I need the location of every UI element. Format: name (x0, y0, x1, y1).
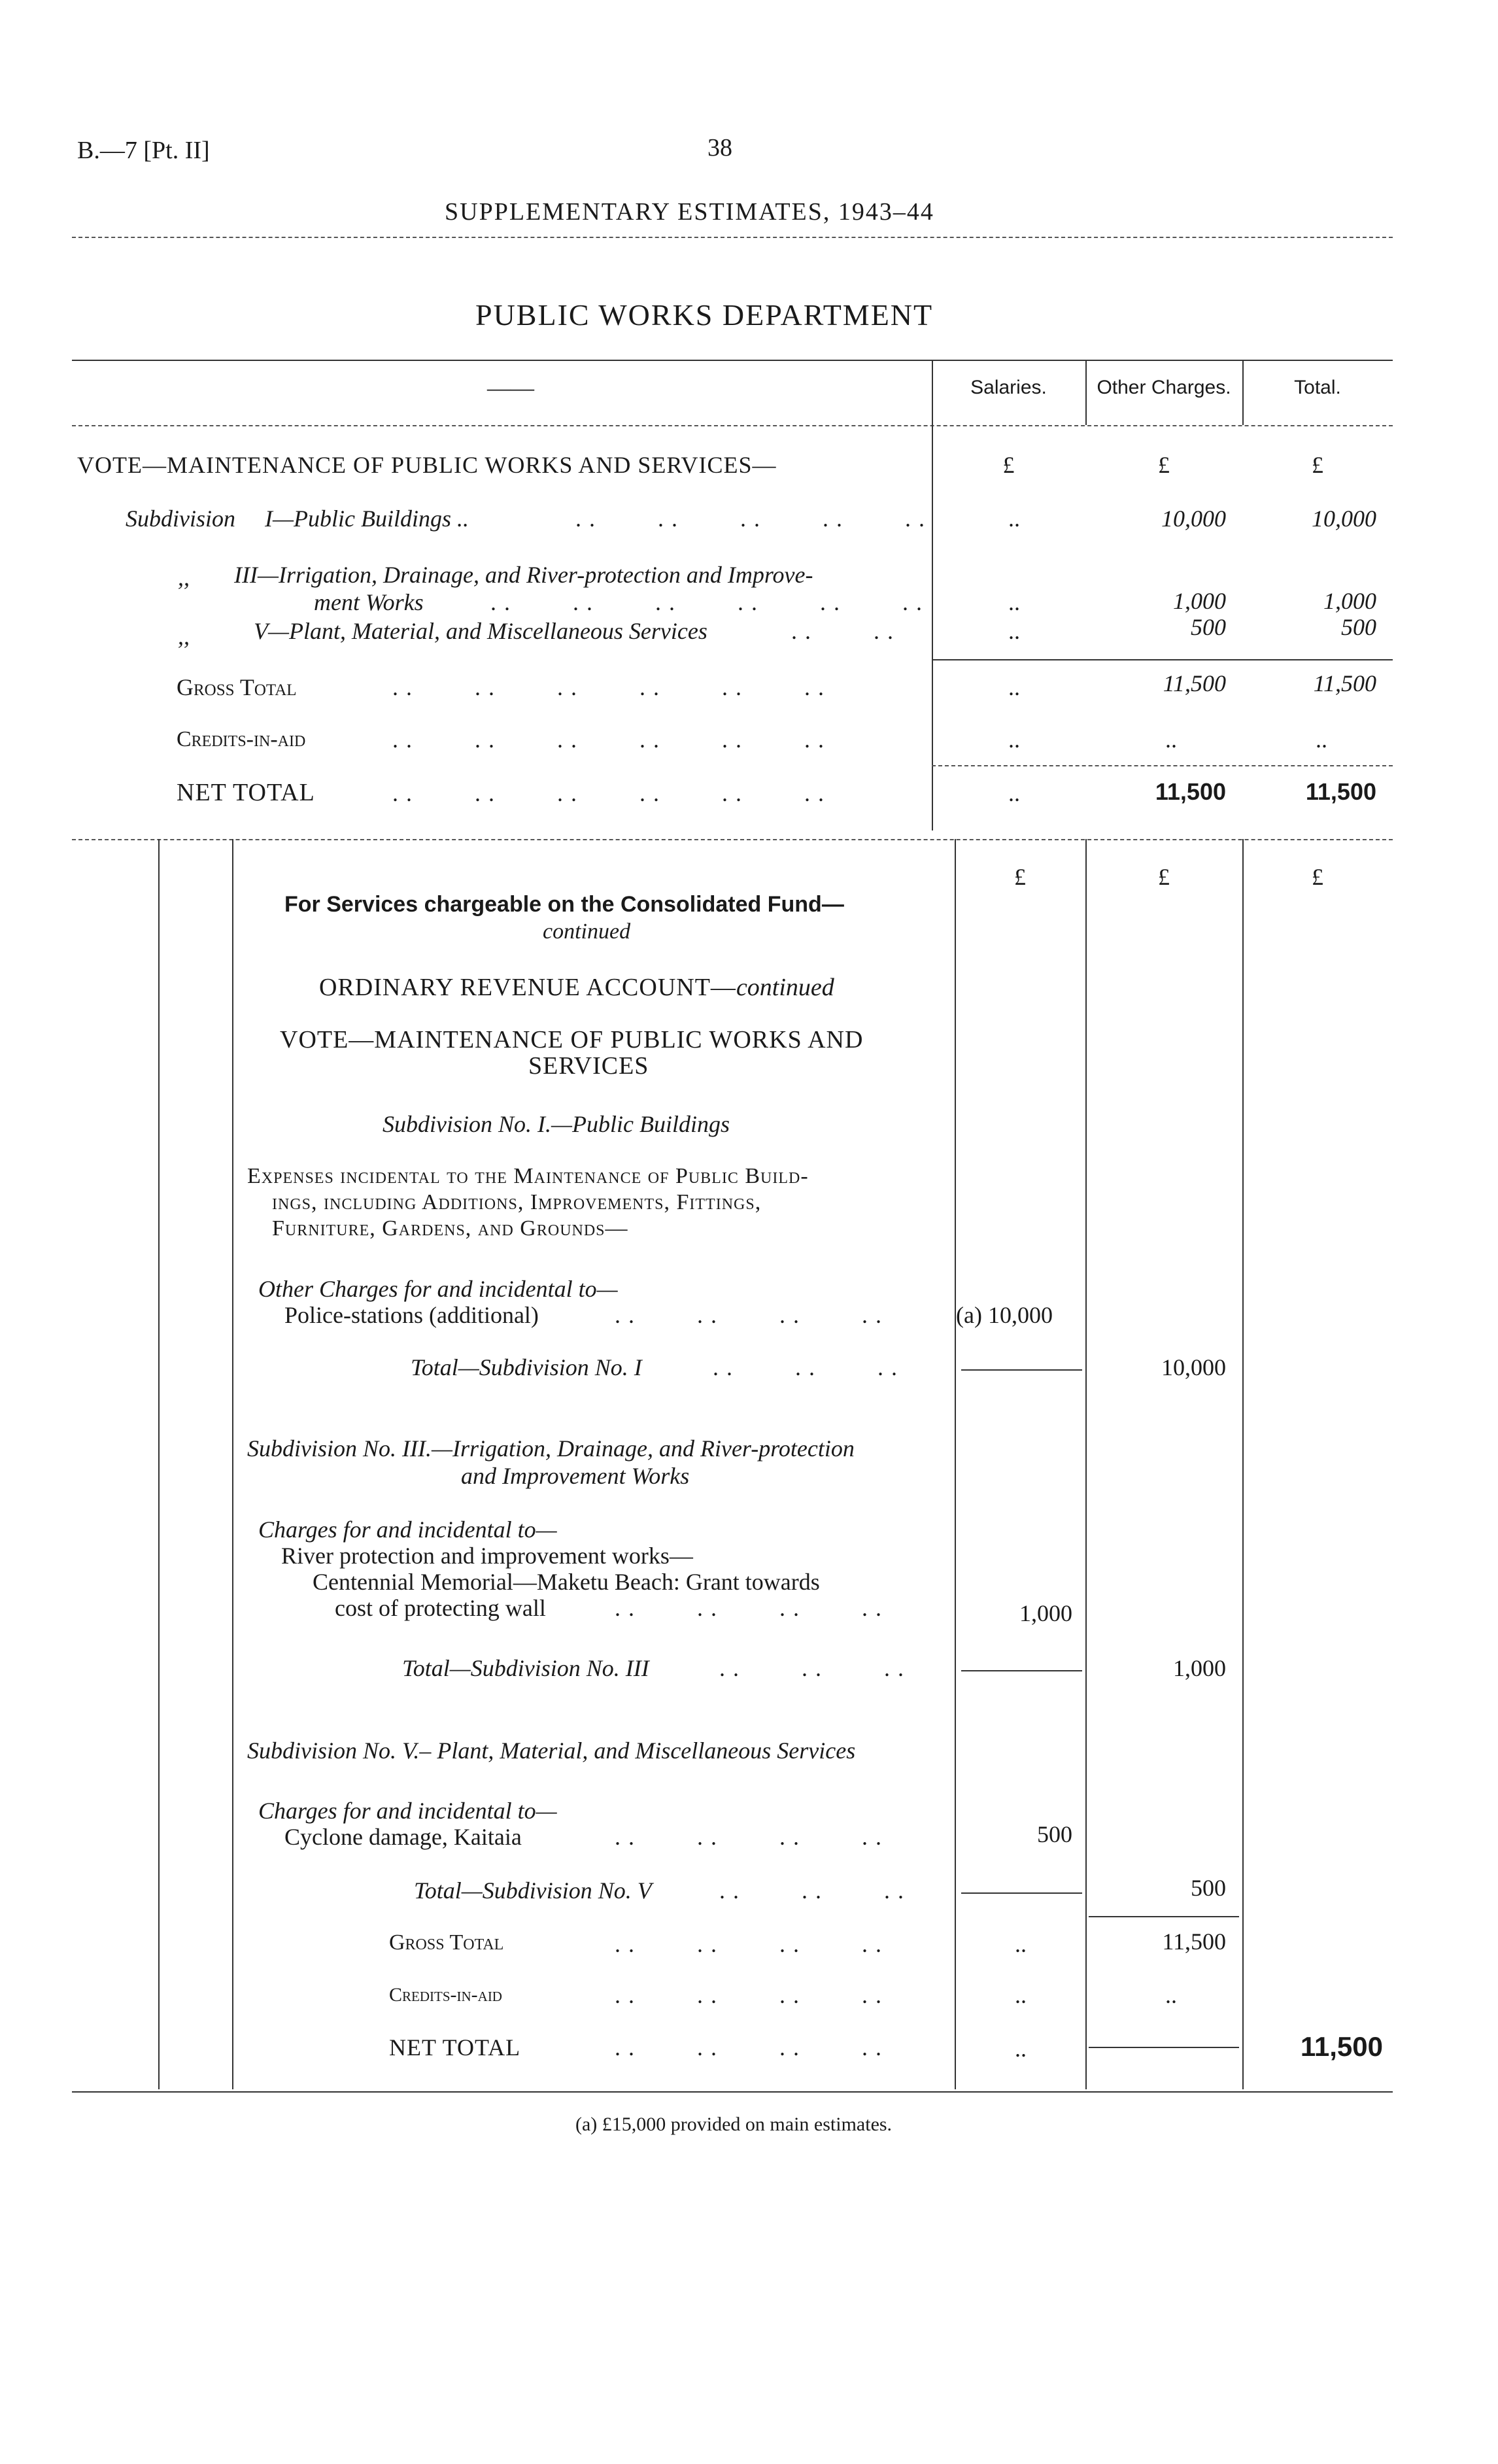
margin-rule (232, 839, 233, 2089)
subdivision-name: Public Buildings (572, 1111, 730, 1137)
subtotal-rule (961, 1369, 1082, 1371)
other-charges-value: .. (1165, 727, 1177, 753)
row-label: V—Plant, Material, and Miscellaneous Services (254, 618, 707, 644)
total-value: .. (1316, 727, 1327, 753)
subdivision-total-label: Total—Subdivision No. V (414, 1877, 652, 1904)
subdivision-total-label: Total—Subdivision No. III (402, 1655, 649, 1681)
account-heading (319, 973, 834, 1002)
charges-label: Charges for and incidental to— (258, 1516, 557, 1543)
leader-dots: .. .. .. .. .. .. (392, 674, 832, 700)
salaries-value: .. (1008, 780, 1020, 806)
footnote: (a) £15,000 provided on main estimates. (575, 2113, 893, 2135)
col-divider (1085, 839, 1087, 2089)
credits-in-aid-value: .. (1165, 1982, 1177, 2008)
leader-dots: .. .. .. .. .. .. (392, 780, 832, 806)
expenses-heading-line1: Expenses incidental to the Maintenance of Public Build- (247, 1164, 809, 1188)
leader-dots: .. .. .. .. (615, 2034, 889, 2061)
leader-dots: .. .. .. .. (615, 1302, 889, 1328)
other-charges-label: Other Charges for and incidental to— (258, 1276, 618, 1302)
line-item-label: River protection and improvement works— (281, 1543, 693, 1569)
subtotal-rule (961, 1670, 1082, 1671)
line-item-value: 1,000 (1019, 1600, 1072, 1626)
row-label: I—Public Buildings .. (265, 505, 469, 532)
summary-top-rule (72, 360, 1393, 361)
leader-dots: .. .. .. .. (615, 1824, 889, 1850)
vote-heading-line2: SERVICES (528, 1052, 649, 1080)
subtotal-rule (1089, 2047, 1239, 2048)
row-prefix: ,, (178, 564, 190, 590)
gross-total-salaries: .. (1015, 1931, 1027, 1957)
subdivision-heading-line1: Subdivision No. III.—Irrigation, Drainage, and River-protection (247, 1435, 855, 1462)
pound-sign: £ (1158, 452, 1170, 478)
subdivision-total-label: Total—Subdivision No. I (411, 1354, 642, 1380)
summary-header-rule (72, 425, 1393, 426)
services-heading: For Services chargeable on the Consolidated Fund— (284, 892, 844, 917)
total-value: 10,000 (1312, 505, 1376, 532)
leader-dots: .. .. .. .. .. (575, 505, 932, 532)
line-item-value: (a) 10,000 (956, 1302, 1053, 1328)
leader-dots: .. .. .. .. (615, 1931, 889, 1957)
line-item-label-continued: cost of protecting wall (335, 1595, 546, 1621)
total-column-header: Total. (1294, 377, 1341, 398)
line-item-label: Police-stations (additional) (284, 1302, 539, 1328)
subdivision-heading (383, 1110, 730, 1138)
net-total-value: 11,500 (1300, 2031, 1383, 2062)
subtotal-rule (932, 659, 1393, 660)
pound-sign: £ (1158, 864, 1170, 890)
line-item-value: 500 (1037, 1821, 1072, 1847)
leader-dots: .. .. .. .. (615, 1595, 889, 1621)
other-charges-value: 500 (1191, 614, 1226, 640)
header-rule (72, 237, 1393, 238)
leader-dots: .. .. .. (713, 1354, 905, 1380)
expenses-heading-line2: ings, including Additions, Improvements, Fittings, (272, 1190, 762, 1214)
subdivision-total-value: 1,000 (1173, 1655, 1226, 1681)
subtotal-rule (961, 1892, 1082, 1894)
pound-sign: £ (1014, 864, 1026, 890)
salaries-value: .. (1008, 727, 1020, 753)
gross-total-label: Gross Total (177, 674, 297, 700)
credits-in-aid-salaries: .. (1015, 1982, 1027, 2008)
leader-dots: .. .. .. .. .. .. (490, 589, 930, 615)
line-item-label: Cyclone damage, Kaitaia (284, 1824, 522, 1850)
row-label-continued: ment Works (314, 589, 424, 615)
department-title: PUBLIC WORKS DEPARTMENT (475, 298, 934, 332)
vote-title: VOTE—MAINTENANCE OF PUBLIC WORKS AND SERVICES— (77, 452, 777, 478)
leader-dots: .. .. (791, 618, 901, 644)
leader-dots: .. .. .. (719, 1877, 911, 1904)
subdivision-total-value: 10,000 (1161, 1354, 1226, 1380)
subdivision-heading-line2: and Improvement Works (461, 1463, 690, 1489)
total-value: 500 (1341, 614, 1376, 640)
other-charges-value: 10,000 (1161, 505, 1226, 532)
net-total-label: NET TOTAL (177, 779, 315, 806)
other-charges-value: 11,500 (1155, 778, 1226, 805)
other-charges-column-header: Other Charges. (1097, 377, 1231, 398)
leader-dots: .. .. .. .. (615, 1982, 889, 2008)
total-value: 11,500 (1305, 778, 1376, 805)
running-title: SUPPLEMENTARY ESTIMATES, 1943–44 (445, 198, 934, 226)
other-charges-value: 11,500 (1163, 670, 1226, 696)
services-heading-continued: continued (543, 919, 631, 944)
subdivision-number: Subdivision No. I.— (383, 1111, 573, 1137)
line-item-label: Centennial Memorial—Maketu Beach: Grant towards (313, 1569, 820, 1595)
pound-sign: £ (1312, 864, 1323, 890)
col-divider (955, 839, 956, 2089)
charges-label: Charges for and incidental to— (258, 1798, 557, 1824)
leader-dots: .. .. .. .. .. .. (392, 727, 832, 753)
document-reference: B.—7 [Pt. II] (77, 137, 210, 164)
salaries-value: .. (1008, 618, 1020, 644)
total-value: 1,000 (1323, 588, 1376, 614)
account-heading-continued: continued (736, 974, 834, 1001)
vote-heading-line1: VOTE—MAINTENANCE OF PUBLIC WORKS AND (280, 1026, 864, 1053)
credits-in-aid-label: Credits-in-aid (389, 1984, 502, 2006)
net-total-salaries: .. (1015, 2036, 1027, 2062)
margin-rule (158, 839, 160, 2089)
row-prefix: ,, (178, 623, 190, 649)
salaries-column-header: Salaries. (970, 377, 1047, 398)
subtotal-rule (932, 765, 1393, 766)
net-total-label: NET TOTAL (389, 2034, 521, 2061)
account-heading-text: ORDINARY REVENUE ACCOUNT— (319, 974, 736, 1001)
salaries-value: .. (1008, 505, 1020, 532)
credits-in-aid-label: Credits-in-aid (177, 727, 306, 751)
section-rule (72, 839, 1393, 840)
page-number: 38 (707, 134, 732, 162)
subdivision-heading: Subdivision No. V.– Plant, Material, and Miscellaneous Services (247, 1737, 856, 1764)
blank-column-header: —— (487, 375, 534, 401)
total-value: 11,500 (1313, 670, 1376, 696)
expenses-heading-line3: Furniture, Gardens, and Grounds— (272, 1216, 628, 1241)
row-label: III—Irrigation, Drainage, and River-protection and Improve- (234, 562, 813, 588)
salaries-value: .. (1008, 674, 1020, 700)
pound-sign: £ (1002, 452, 1015, 478)
row-prefix: Subdivision (126, 505, 235, 532)
subdivision-total-value: 500 (1191, 1875, 1226, 1901)
leader-dots: .. .. .. (719, 1655, 911, 1681)
col-divider (1242, 839, 1244, 2089)
gross-total-label: Gross Total (389, 1930, 504, 1955)
table-bottom-rule (72, 2091, 1393, 2093)
other-charges-value: 1,000 (1173, 588, 1226, 614)
gross-total-value: 11,500 (1162, 1928, 1226, 1955)
salaries-value: .. (1008, 589, 1020, 615)
subtotal-rule (1089, 1916, 1239, 1917)
pound-sign: £ (1312, 452, 1323, 478)
